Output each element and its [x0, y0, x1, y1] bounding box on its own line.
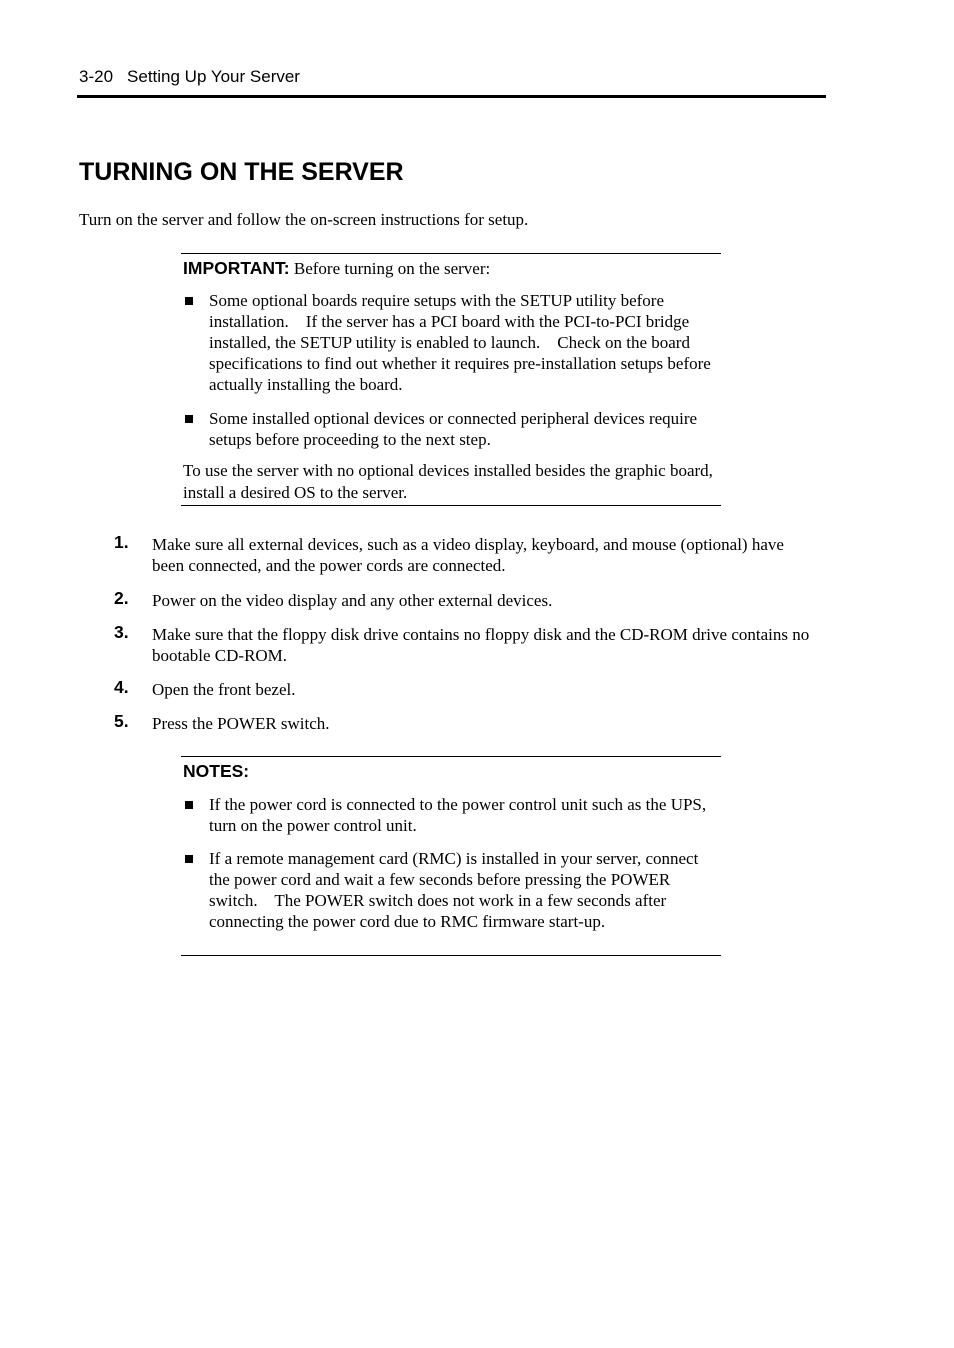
- square-bullet-icon: [185, 415, 193, 423]
- important-label: IMPORTANT:: [183, 258, 290, 278]
- step-number: 3.: [114, 622, 129, 642]
- important-bullet-text: Some installed optional devices or connected peripheral devices require setups before proceeding to the next step.: [209, 409, 698, 449]
- square-bullet-icon: [185, 297, 193, 305]
- intro-paragraph: Turn on the server and follow the on-screen instructions for setup.: [79, 210, 529, 229]
- section-title: TURNING ON THE SERVER: [79, 158, 404, 186]
- step-text: Make sure all external devices, such as a video display, keyboard, and mouse (optional) have been connected, and the power cords are connected.: [152, 535, 784, 575]
- page-number: 3-20: [79, 67, 114, 86]
- step-text: Open the front bezel.: [152, 680, 296, 699]
- notes-bullet-text: If a remote management card (RMC) is installed in your server, connect the power cord and wait a few seconds before pressing the POWER switch. The POWER switch does not work in a few seconds after connecting the power cord due to RMC firmware start-up.: [209, 849, 703, 931]
- chapter-title: Setting Up Your Server: [127, 67, 300, 86]
- notes-callout: [181, 756, 721, 956]
- important-lead: Before turning on the server:: [289, 259, 491, 278]
- step-number: 4.: [114, 677, 129, 697]
- important-callout: [181, 253, 721, 506]
- header-rule: [77, 95, 826, 98]
- notes-label: NOTES:: [183, 761, 250, 781]
- step-number: 1.: [114, 532, 129, 552]
- step-number: 2.: [114, 588, 129, 608]
- notes-heading: [183, 760, 249, 783]
- step-text: Press the POWER switch.: [152, 714, 330, 733]
- step-number: 5.: [114, 711, 129, 731]
- step-text: Power on the video display and any other external devices.: [152, 591, 553, 610]
- running-header: [79, 66, 300, 88]
- notes-bullet-text: If the power cord is connected to the power control unit such as the UPS, turn on the power control unit.: [209, 795, 707, 835]
- step-text: Make sure that the floppy disk drive contains no floppy disk and the CD-ROM drive contains no bootable CD-ROM.: [152, 625, 810, 665]
- important-heading: [183, 257, 490, 280]
- important-bullet-text: Some optional boards require setups with the SETUP utility before installation. If the server has a PCI board with the PCI-to-PCI bridge installed, the SETUP utility is enabled to launch. Check on the board specifications to find out whether it requires pre-installation setups before actually installing the board.: [209, 291, 716, 394]
- square-bullet-icon: [185, 801, 193, 809]
- important-footer: To use the server with no optional devices installed besides the graphic board, install a desired OS to the server.: [183, 461, 713, 502]
- square-bullet-icon: [185, 855, 193, 863]
